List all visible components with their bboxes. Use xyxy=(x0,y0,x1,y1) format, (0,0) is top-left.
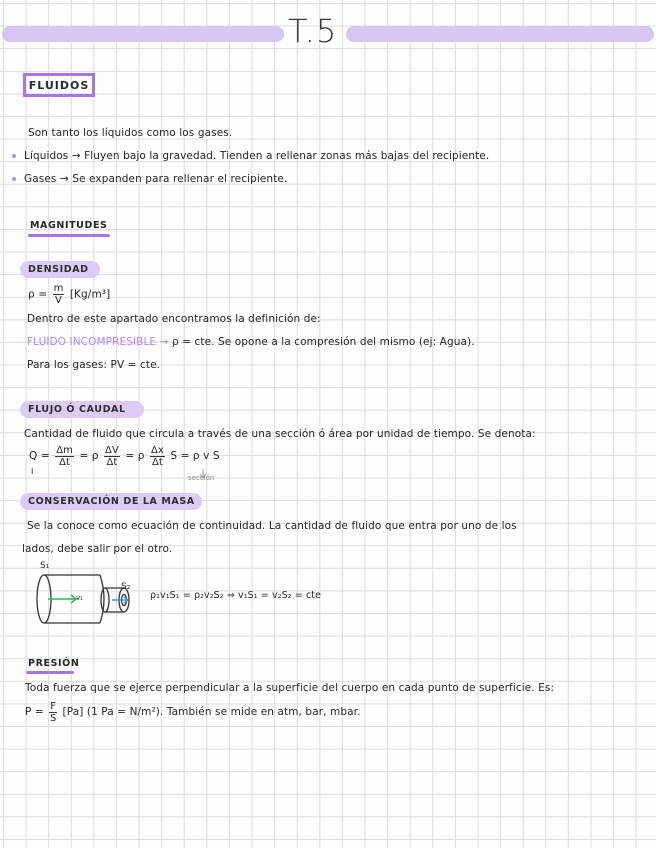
header-band-right xyxy=(346,26,654,42)
p-note: (1 Pa = N/m²). También se mide en atm, bar, mbar. xyxy=(86,706,361,718)
fraction-dx-num: Δx xyxy=(150,444,164,456)
s1-label: S₁ xyxy=(40,561,50,571)
conservacion-line2: lados, debe salir por el otro. xyxy=(22,543,173,555)
p-units: [Pa] xyxy=(62,706,84,718)
densidad-formula xyxy=(28,283,110,306)
eq-sign: = xyxy=(125,450,135,462)
flujo-description: Cantidad de fluido que circula a través de una sección ó área por unidad de tiempo. Se denota: xyxy=(24,428,536,440)
pipe-diagram xyxy=(32,568,140,628)
fraction-dv-num: ΔV xyxy=(105,444,119,456)
flujo-heading: FLUJO Ó CAUDAL xyxy=(20,401,144,418)
densidad-formula-lhs: ρ = xyxy=(28,288,48,301)
rho-symbol: ρ xyxy=(137,450,145,462)
page-title: T.5 xyxy=(288,12,338,50)
bullet-dot xyxy=(12,154,16,158)
s2-label: S₂ xyxy=(121,582,131,592)
presion-heading: PRESIÓN xyxy=(28,658,80,669)
continuity-equation: ρ₁v₁S₁ = ρ₂v₂S₂ ⇒ v₁S₁ = v₂S₂ = cte xyxy=(150,590,322,601)
densidad-units: [Kg/m³] xyxy=(69,288,111,301)
densidad-fraction-den: V xyxy=(55,295,62,306)
flow-arrow-icon xyxy=(48,595,76,603)
seccion-label: sección xyxy=(188,474,215,482)
fraction-dv-dt xyxy=(104,445,120,468)
eq-sign: = xyxy=(79,450,89,462)
fluidos-bullet-liquidos: Líquidos → Fluyen bajo la gravedad. Tienden a rellenar zonas más bajas del recipiente. xyxy=(24,150,490,162)
densidad-heading: DENSIDAD xyxy=(20,261,100,278)
fraction-dv-den: Δt xyxy=(106,456,118,468)
presion-underline xyxy=(26,671,74,674)
s-symbol: S xyxy=(170,450,178,462)
down-arrow-icon xyxy=(199,464,207,474)
conservacion-line1: Se la conoce como ecuación de continuidad. La cantidad de fluido que entra por uno de los xyxy=(27,520,517,532)
p-lhs: P = xyxy=(25,706,44,718)
fluido-incompresible-label: FLUIDO INCOMPRESIBLE → xyxy=(27,336,169,348)
fraction-dm-dt xyxy=(55,445,74,468)
densidad-line1: Dentro de este apartado encontramos la definición de: xyxy=(27,313,321,325)
fluidos-intro: Son tanto los líquidos como los gases. xyxy=(28,127,233,139)
conservacion-heading: CONSERVACIÓN DE LA MASA xyxy=(20,493,202,510)
magnitudes-underline xyxy=(28,234,110,237)
presion-formula xyxy=(25,700,361,724)
magnitudes-heading: MAGNITUDES xyxy=(30,220,108,231)
fluidos-heading: FLUIDOS xyxy=(23,73,95,97)
q-subscript: I xyxy=(31,467,34,476)
rho-symbol: ρ xyxy=(91,450,99,462)
densidad-fraction-num: m xyxy=(53,283,64,294)
flujo-tail: = ρ v S xyxy=(180,450,220,462)
flujo-formula xyxy=(29,444,220,468)
flow-arrow-icon xyxy=(112,597,128,603)
densidad-fraction xyxy=(53,283,65,306)
fraction-dm-num: Δm xyxy=(56,444,73,456)
q-symbol: Q xyxy=(29,450,38,462)
fraction-s-den: S xyxy=(49,712,57,724)
eq-sign: = xyxy=(40,450,50,462)
fluido-incompresible-desc: ρ = cte. Se opone a la compresión del mismo (ej: Agua). xyxy=(168,336,475,348)
fraction-f-s xyxy=(49,701,57,724)
presion-line1: Toda fuerza que se ejerce perpendicular a la superficie del cuerpo en cada punto de superficie. Es: xyxy=(25,682,555,694)
bullet-dot xyxy=(12,177,16,181)
fraction-f-num: F xyxy=(50,700,57,712)
densidad-fluido-incompresible xyxy=(27,335,475,349)
fraction-dx-den: Δt xyxy=(151,456,163,468)
fraction-dm-den: Δt xyxy=(59,456,71,468)
fraction-dx-dt xyxy=(150,445,165,468)
header-band-left xyxy=(2,26,284,42)
v1-label: v₁ xyxy=(76,594,83,602)
fluidos-bullet-gases: Gases → Se expanden para rellenar el recipiente. xyxy=(24,173,288,185)
densidad-gases: Para los gases: PV = cte. xyxy=(27,359,161,371)
